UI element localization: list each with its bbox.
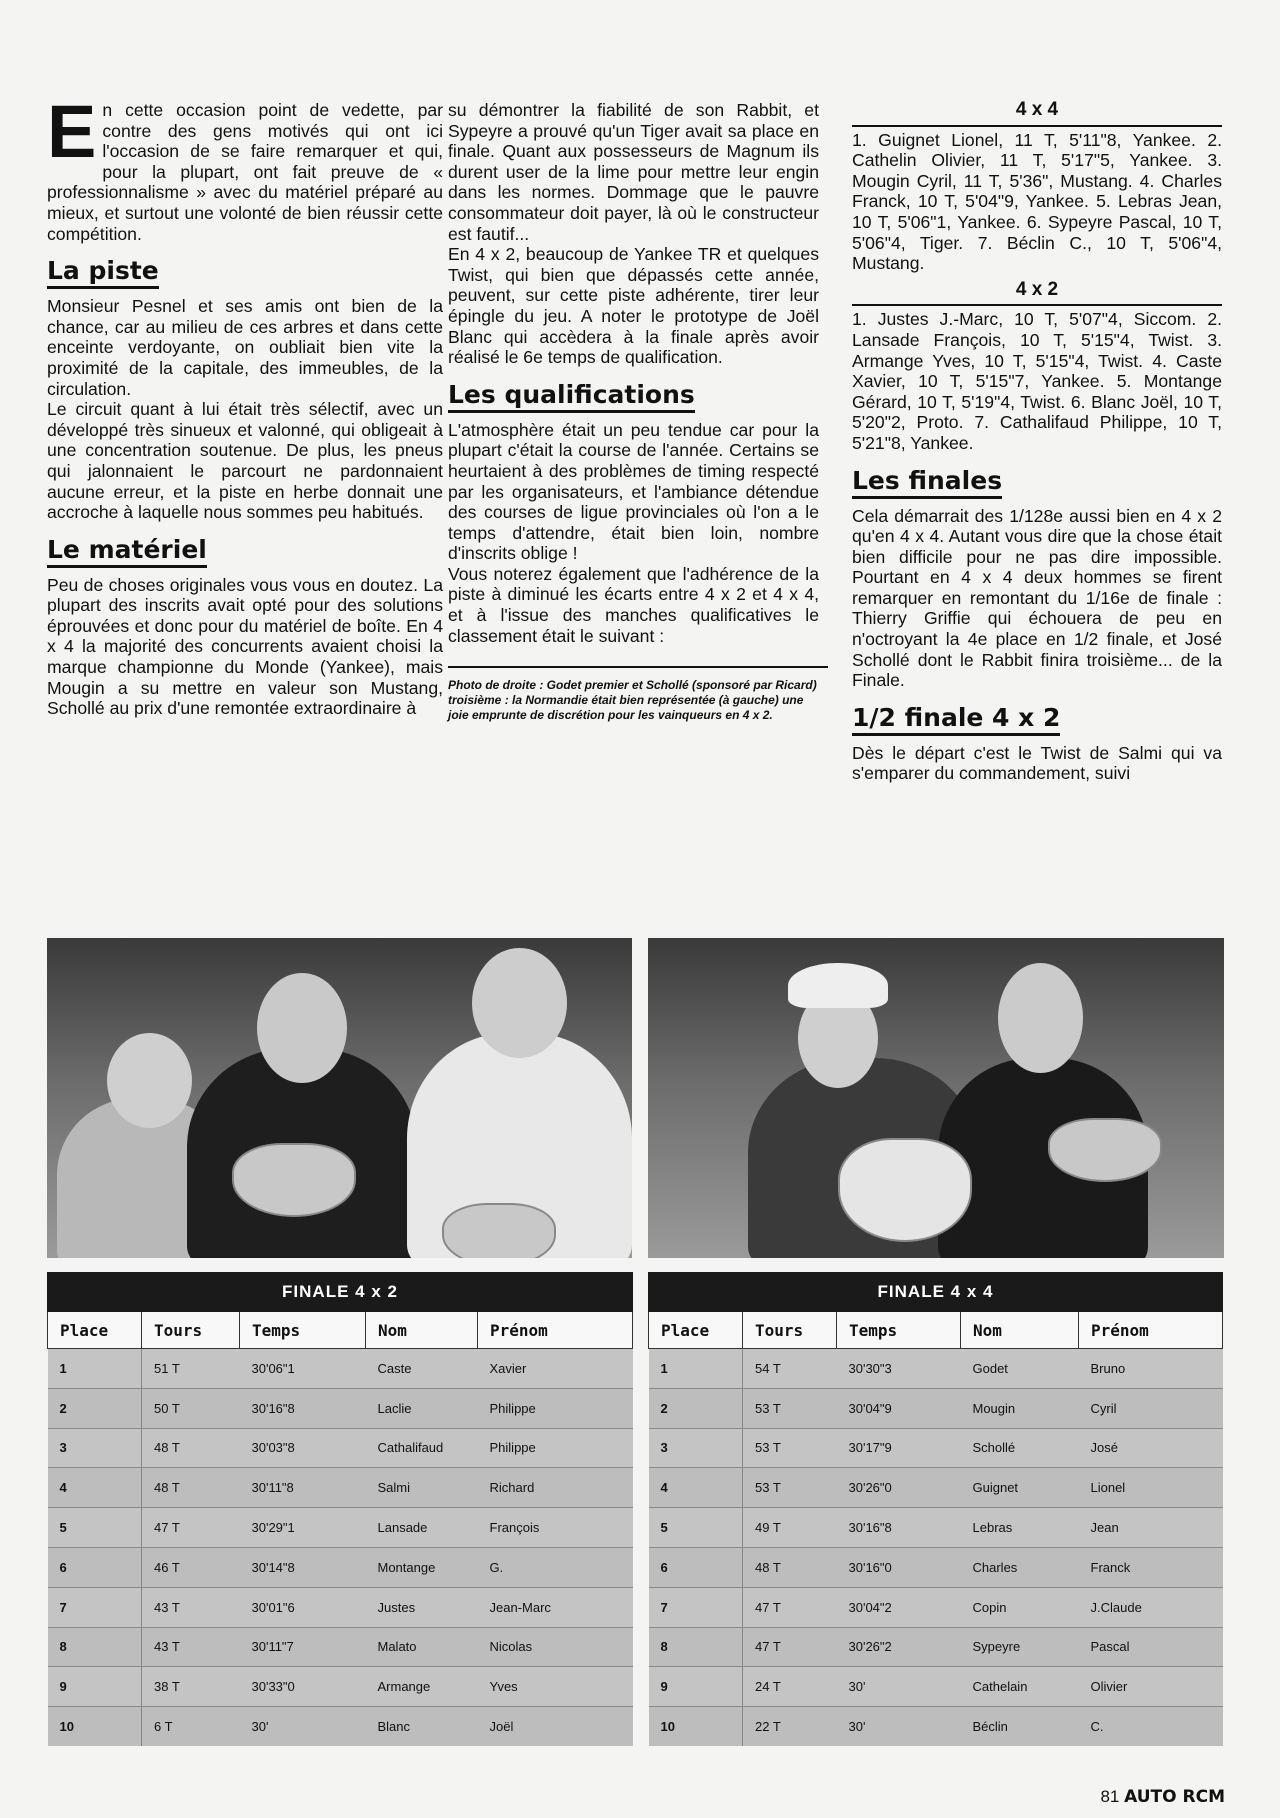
col-header-temps: Temps — [240, 1312, 366, 1349]
table-cell: 30'29"1 — [240, 1508, 366, 1548]
table-cell: Cathelain — [961, 1667, 1079, 1707]
article-column-1 — [47, 90, 443, 719]
article-column-3 — [852, 100, 1222, 784]
heading-la-piste: La piste — [47, 257, 159, 289]
table-cell: Béclin — [961, 1707, 1079, 1746]
table-finale-4x2 — [47, 1272, 633, 1746]
table-cell: Laclie — [366, 1388, 478, 1428]
table-cell: 22 T — [743, 1707, 837, 1746]
table-cell: 10 — [649, 1707, 743, 1746]
table-cell: Malato — [366, 1627, 478, 1667]
table-row — [649, 1707, 1223, 1746]
photo-podium-4x2 — [47, 938, 632, 1258]
table-cell: Xavier — [478, 1349, 633, 1389]
table-cell: 30'11"7 — [240, 1627, 366, 1667]
col2-paragraph-1: su démontrer la fiabilité de son Rabbit, et Sypeyre a prouvé qu'un Tiger avait sa place en finale. Quant aux possesseurs de Magnum ils durent user de la lime pour mettre leur engin dans les normes. Dommage que le pauvre consommateur doit payer, là où le constructeur est fautif... — [448, 100, 819, 244]
divider — [852, 125, 1222, 127]
table-cell: 1 — [649, 1349, 743, 1389]
table-cell: Sypeyre — [961, 1627, 1079, 1667]
table-cell: 53 T — [743, 1468, 837, 1508]
table-cell: Charles — [961, 1547, 1079, 1587]
table-cell: 49 T — [743, 1508, 837, 1548]
table-cell: 46 T — [142, 1547, 240, 1587]
table-cell: J.Claude — [1079, 1587, 1223, 1627]
table-row — [48, 1547, 633, 1587]
heading-4x2: 4 x 2 — [1015, 278, 1059, 300]
table-row — [649, 1667, 1223, 1707]
photo-caption: Photo de droite : Godet premier et Schollé (sponsoré par Ricard) troisième : la Normandie était bien représentée (à gauche) une joie emprunte de discrétion pour les vainqueurs en 4 x 2. — [448, 678, 817, 723]
table-row — [649, 1349, 1223, 1389]
table-cell: 6 T — [142, 1707, 240, 1746]
table-cell: 4 — [48, 1468, 142, 1508]
intro-paragraph: n cette occasion point de vedette, par contre des gens motivés qui ont ici l'occasion de se faire remarquer et qui, pour la plupart, ont fait preuve de « professionnalisme » avec du matériel préparé au mieux, et surtout une volonté de bien réussir cette compétition. — [47, 100, 443, 244]
table-row — [649, 1388, 1223, 1428]
table-cell: Copin — [961, 1587, 1079, 1627]
table-cell: 30' — [837, 1667, 961, 1707]
table-cell: 30'33"0 — [240, 1667, 366, 1707]
page-number: 81 — [1100, 1787, 1120, 1806]
table-cell: 3 — [649, 1428, 743, 1468]
table-cell: Lansade — [366, 1508, 478, 1548]
table-cell: 2 — [48, 1388, 142, 1428]
col-header-tours: Tours — [142, 1312, 240, 1349]
table-cell: 1 — [48, 1349, 142, 1389]
table-row — [48, 1388, 633, 1428]
table-cell: Caste — [366, 1349, 478, 1389]
table-cell: 8 — [649, 1627, 743, 1667]
heading-demi-finale: 1/2 finale 4 x 2 — [852, 704, 1060, 736]
table-cell: 54 T — [743, 1349, 837, 1389]
table-cell: 7 — [649, 1587, 743, 1627]
table-cell: Guignet — [961, 1468, 1079, 1508]
table-cell: Cyril — [1079, 1388, 1223, 1428]
table-cell: Mougin — [961, 1388, 1079, 1428]
table-cell: 2 — [649, 1388, 743, 1428]
divider — [852, 304, 1222, 306]
materiel-paragraph: Peu de choses originales vous vous en doutez. La plupart des inscrits avait opté pour des solutions éprouvées et donc pour du matériel de boîte. En 4 x 4 la majorité des concurrents avaient choisi la marque championne du Monde (Yankee), mais Mougin a su mettre en valeur son Mustang, Schollé au prix d'une remontée extraordinaire à — [47, 574, 443, 719]
table-cell: 30'16"8 — [240, 1388, 366, 1428]
col-header-temps: Temps — [837, 1312, 961, 1349]
table-cell: 47 T — [142, 1508, 240, 1548]
table-cell: Jean — [1079, 1508, 1223, 1548]
table-cell: 30'26"0 — [837, 1468, 961, 1508]
table-cell: 47 T — [743, 1627, 837, 1667]
table-cell: 47 T — [743, 1587, 837, 1627]
table-cell: Lionel — [1079, 1468, 1223, 1508]
table-cell: Salmi — [366, 1468, 478, 1508]
table-row — [649, 1627, 1223, 1667]
col-header-nom: Nom — [366, 1312, 478, 1349]
table-cell: C. — [1079, 1707, 1223, 1746]
table-cell: 51 T — [142, 1349, 240, 1389]
table-cell: 30'30"3 — [837, 1349, 961, 1389]
table-cell: 30'17"9 — [837, 1428, 961, 1468]
table-cell: 6 — [48, 1547, 142, 1587]
demi-finale-paragraph: Dès le départ c'est le Twist de Salmi qui va s'emparer du commandement, suivi — [852, 742, 1222, 784]
table-row — [48, 1428, 633, 1468]
table-cell: 30'01"6 — [240, 1587, 366, 1627]
table-cell: 30'04"9 — [837, 1388, 961, 1428]
table-row — [48, 1627, 633, 1667]
table-cell: 10 — [48, 1707, 142, 1746]
table-cell: 53 T — [743, 1428, 837, 1468]
table-cell: 8 — [48, 1627, 142, 1667]
table-cell: Schollé — [961, 1428, 1079, 1468]
table-row — [48, 1349, 633, 1389]
finales-paragraph: Cela démarrait des 1/128e aussi bien en 4 x 2 qu'en 4 x 4. Autant vous dire que la chose était bien difficile pour ne pas dire impossible. Pourtant en 4 x 4 deux hommes se firent remarquer en remontant du 1/16e de finale : Thierry Griffie qui échouera de peu en n'octroyant la 4e place en 1/2 finale, et José Schollé dont le Rabbit finira troisième... de la Finale. — [852, 505, 1222, 691]
table-cell: 6 — [649, 1547, 743, 1587]
article-column-2 — [448, 100, 819, 723]
dropcap: E — [47, 90, 97, 173]
table-row — [48, 1707, 633, 1746]
table-cell: Joël — [478, 1707, 633, 1746]
table-cell: Pascal — [1079, 1627, 1223, 1667]
table-cell: 43 T — [142, 1627, 240, 1667]
table-cell: 9 — [649, 1667, 743, 1707]
table-cell: 38 T — [142, 1667, 240, 1707]
table-cell: 43 T — [142, 1587, 240, 1627]
piste-paragraph-2: Le circuit quant à lui était très sélectif, avec un développé très sinueux et valonné, qui obligeait à une concentration soutenue. De plus, les pneus qui jalonnaient le parcourt ne pardonnaient aucune erreur, et la piste en herbe donnait une accroche à laquelle nous sommes peu habitués. — [47, 399, 443, 523]
table-cell: 5 — [649, 1508, 743, 1548]
piste-paragraph-1: Monsieur Pesnel et ses amis ont bien de la chance, car au milieu de ces arbres et dans cette enceinte verdoyante, on oubliait bien vite la proximité de la capitale, des immeubles, de la circulation. — [47, 296, 443, 399]
table-cell: Montange — [366, 1547, 478, 1587]
col2-paragraph-2: En 4 x 2, beaucoup de Yankee TR et quelques Twist, qui bien que dépassés cette année, peuvent, sur cette piste adhérente, tirer leur épingle du jeu. A noter le prototype de Joël Blanc qui accèdera à la finale après avoir réalisé le 6e temps de qualification. — [448, 244, 819, 368]
qualif-paragraph-1: L'atmosphère était un peu tendue car pour la plupart c'était la course de l'année. Certains se heurtaient à des problèmes de timing respecté par les organisateurs, et l'ambiance détendue des courses de ligue provinciales où l'on a le temps d'attendre, était bien loin, nombre d'inscrits oblige ! — [448, 419, 819, 564]
table-cell: 30'04"2 — [837, 1587, 961, 1627]
table-cell: Justes — [366, 1587, 478, 1627]
table-cell: 30'14"8 — [240, 1547, 366, 1587]
table-cell: 48 T — [743, 1547, 837, 1587]
table-cell: Armange — [366, 1667, 478, 1707]
table-row — [649, 1508, 1223, 1548]
table-cell: 4 — [649, 1468, 743, 1508]
table-cell: Philippe — [478, 1388, 633, 1428]
table-cell: 30'06"1 — [240, 1349, 366, 1389]
table-cell: 30'16"0 — [837, 1547, 961, 1587]
table-cell: Godet — [961, 1349, 1079, 1389]
table-cell: François — [478, 1508, 633, 1548]
table-cell: Richard — [478, 1468, 633, 1508]
table-row — [649, 1468, 1223, 1508]
table-cell: Nicolas — [478, 1627, 633, 1667]
table-cell: Lebras — [961, 1508, 1079, 1548]
table-cell: 5 — [48, 1508, 142, 1548]
table-cell: 7 — [48, 1587, 142, 1627]
table-cell: 48 T — [142, 1468, 240, 1508]
table-row — [649, 1547, 1223, 1587]
col-header-nom: Nom — [961, 1312, 1079, 1349]
table-cell: Olivier — [1079, 1667, 1223, 1707]
table-cell: 30'11"8 — [240, 1468, 366, 1508]
heading-les-finales: Les finales — [852, 467, 1002, 499]
table-cell: Yves — [478, 1667, 633, 1707]
results-4x4: 1. Guignet Lionel, 11 T, 5'11"8, Yankee. 2. Cathelin Olivier, 11 T, 5'17"5, Yankee. 3. Mougin Cyril, 11 T, 5'36", Mustang. 4. Charles Franck, 10 T, 5'04"9, Yankee. 5. Lebras Jean, 10 T, 5'06"1, Yankee. 6. Sypeyre Pascal, 10 T, 5'06"4, Tiger. 7. Béclin C., 10 T, 5'06"4, Mustang. — [852, 129, 1222, 274]
table-cell: G. — [478, 1547, 633, 1587]
table-row — [649, 1587, 1223, 1627]
table-title: FINALE 4 x 2 — [48, 1273, 633, 1312]
heading-le-materiel: Le matériel — [47, 536, 207, 568]
table-row — [48, 1508, 633, 1548]
table-cell: Philippe — [478, 1428, 633, 1468]
photo-podium-4x4 — [648, 938, 1224, 1258]
table-cell: 48 T — [142, 1428, 240, 1468]
page-footer — [1100, 1787, 1225, 1807]
heading-4x4: 4 x 4 — [1015, 99, 1059, 120]
col-header-prenom: Prénom — [478, 1312, 633, 1349]
table-cell: José — [1079, 1428, 1223, 1468]
heading-les-qualifications: Les qualifications — [448, 381, 695, 413]
table-cell: 24 T — [743, 1667, 837, 1707]
table-cell: Blanc — [366, 1707, 478, 1746]
table-cell: Jean-Marc — [478, 1587, 633, 1627]
table-title: FINALE 4 x 4 — [649, 1273, 1223, 1312]
col-header-prenom: Prénom — [1079, 1312, 1223, 1349]
table-row — [48, 1468, 633, 1508]
col-header-tours: Tours — [743, 1312, 837, 1349]
col-header-place: Place — [649, 1312, 743, 1349]
table-cell: Bruno — [1079, 1349, 1223, 1389]
table-cell: Cathalifaud — [366, 1428, 478, 1468]
table-cell: 30'16"8 — [837, 1508, 961, 1548]
table-row — [48, 1587, 633, 1627]
table-cell: 9 — [48, 1667, 142, 1707]
caption-divider — [448, 666, 828, 668]
table-cell: 3 — [48, 1428, 142, 1468]
table-cell: 30'03"8 — [240, 1428, 366, 1468]
table-cell: 53 T — [743, 1388, 837, 1428]
col-header-place: Place — [48, 1312, 142, 1349]
table-cell: 30' — [240, 1707, 366, 1746]
results-4x2: 1. Justes J.-Marc, 10 T, 5'07"4, Siccom. 2. Lansade François, 10 T, 5'15"4, Twist. 3. Armange Yves, 10 T, 5'15"4, Twist. 4. Caste Xavier, 10 T, 5'15"7, Yankee. 5. Montange Gérard, 10 T, 5'19"4, Twist. 6. Blanc Joël, 10 T, 5'20"2, Proto. 7. Cathalifaud Philippe, 10 T, 5'21"8, Yankee. — [852, 309, 1222, 453]
table-cell: 50 T — [142, 1388, 240, 1428]
table-cell: 30' — [837, 1707, 961, 1746]
table-finale-4x4 — [648, 1272, 1223, 1746]
magazine-name: AUTO RCM — [1124, 1787, 1225, 1807]
qualif-paragraph-2: Vous noterez également que l'adhérence de la piste à diminué les écarts entre 4 x 2 et 4 x 4, et à l'issue des manches qualificatives le classement était le suivant : — [448, 563, 819, 646]
table-cell: 30'26"2 — [837, 1627, 961, 1667]
table-row — [48, 1667, 633, 1707]
table-row — [649, 1428, 1223, 1468]
table-cell: Franck — [1079, 1547, 1223, 1587]
